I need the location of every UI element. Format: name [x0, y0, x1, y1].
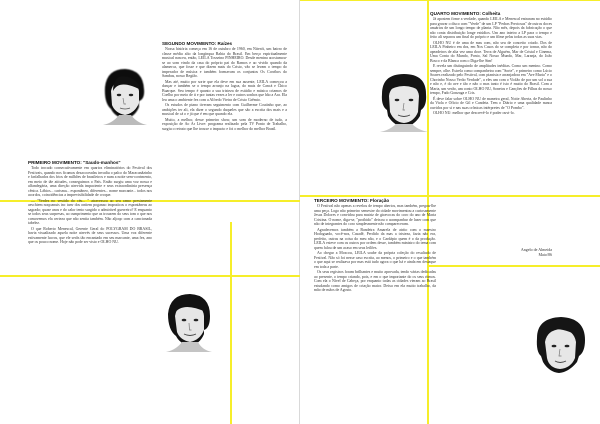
- face-photo-icon: [374, 70, 434, 132]
- paragraph: O Festival não apenas a revelou de tempo abertos, mas também, pregou-lhe uma peça. Logo não primeiro semestre do cidade movimentou a curiosamente Jesus Dolores e convidou para matriz de giravocas do coro do ano de Maria Cristina. O nome, diga-se, "proibido" deixou o acompanhar de lazer com que não de integrantes do coro simplesmente não compareceram.: [314, 204, 436, 227]
- paragraph: Muito, a melhor, desse primeiro show, um som de moderno de tudo, a exposição de Ao Ar Livre: programa realizado pela TV Ponto de Trabalho, surgiu o retrato que lhe trouxe o impacto e foi o melhor do melhor Brasil.: [162, 117, 287, 131]
- portrait-face-left-top: [95, 65, 153, 125]
- paragraph: E revela um distinguindo de amplitudes inéditas. Como um menino. Como sempre, olhe. Estrela como companheira com "Sorte", e primeiro como Lúcio Soares realizado pelo Festival, com pianista e arranjadora em "Ave Maria" e o Chorinho Nosso Verão Verdade", a eles um com o Violão de por um sol a sua e não e, é do ave e tão e não o mas tanto é isto é muito do Brasil. Com a Maria, um verão, um conto OLHO NU, Sonetos e Canções de Filhas do nosso tempo, Fado Gonzaga e Cris.: [430, 64, 552, 96]
- right-page: [300, 0, 600, 424]
- section-body-segundo: [162, 47, 287, 247]
- paragraph: Todo trocado consecutivamente em quartos eliminatórios do Festival dos Festivais, quando nos ficamos desacoceadas invadiu o palco do Maracanãzinho e farfalhados dos frios de milhões de brasileiros e num a noite sem-corrimento, em meio de tãe atitudes, conseguimos o País. Então surgiu uma voz nossa e alfandegária, uma direção atrevida impaciente e seus extraordinária presença cênica. Lábios... carisma... espontâneo, diferentes... nome marcante... todos nos acordos, coincidências a imprevisibilidade de croque.: [28, 166, 152, 198]
- paragraph: O que Roberto Menescal, Gerente Geral do POLYGRAM DO BRASIL, havia visualizado aquela noite atrevés de seus sucessos. Uma voz diferente estivamente lucros, que ele serãs tão encantado em seu marcante, uma fez, ano que os pouco nome. Hoje não pode ser visto e OLHO NU.: [28, 226, 152, 245]
- signature-name: Angelo de Almeida: [520, 247, 552, 252]
- paragraph: Mas até, muito por sorte que ela deve em sua ausente, LEILA começou a dançar e também se o tempo arranjo na lagoa, do mais de Cancá e Chico Buarque. Seu tempo é quanto a sua tristeza de estúdio e música criamos de Coelho por meio de ti e por tantas vezes a ler e outros sonhos que hão a Ara. Ela leu uma o ambiente fez com a Alfredo Vieira de Cristo Grêmio.: [162, 79, 287, 102]
- paragraph: — "Verdes no vestido do céu... " atravessou ao seu ramo prestamente aeschiem noqoanuis inc tanv dos ontiem poganao impraticos o espontâneas ao sagrado; quase anos e do calor tento surgido o admirável guerreiro? E enquanto se todos seus surpresas, ao cumprimento que as trouxem do seus tom o que nos comovemos ela certeza que não sentia também. Não aljoqo com a cancionada tabelez.: [28, 198, 152, 226]
- section-title-quarto: QUARTO MOVIMENTO: Colheita: [430, 11, 501, 16]
- section-body-quarto: [430, 17, 552, 245]
- section-body-primeiro: [28, 166, 152, 406]
- paragraph: É deve falar sobre OLHO NU de maneira geral, Noite Aberta, de Paulinho da Viola e Ofício de Gil e Candeia. Tem o Diário e uma qualidade nunca ouvidos por si e nas suas crônicas intérpretes de "O Pombo".: [430, 96, 552, 110]
- portrait-face-right-bottom: [527, 312, 593, 378]
- face-photo-icon: [95, 65, 153, 125]
- paragraph: Ao chegar a Moscou, LEILA soube da própria coleção do resultado de Festival. Não só foi nesse caso escrita, ao menos, o primeiro e o que também o que aqui se realizava por mas está tudo agora o que há e ainda em destaque em toda a parte.: [314, 251, 436, 269]
- face-photo-icon: [160, 290, 218, 352]
- paragraph: OLHO NU: melhor que descrevê-lo é poder ouvi-lo.: [433, 111, 515, 116]
- portrait-face-right-top: [374, 70, 434, 132]
- portrait-face-left-bottom: [160, 290, 218, 352]
- section-body-terceiro: [314, 204, 436, 416]
- paragraph: Nossa história começa em 16 de outubro de 1960, em Niterói, um bairro de classe média alto da longínqua Bahia do Brasil. Em berço espiritualmente musical nasceu, então, LEILA Tosseino PINHEIRO. Desde menina acostumou-se ao som vindo da casa do próprio pai do Ramos e ao vivido quando da alamerca, que fosse e que dizem mais do Cristo, vão se levam o tempo do imperador de música e também formavam os conjuntos Os Corribos do Sambas, nosso Região.: [162, 47, 287, 79]
- paragraph: Os estudos de piano tiveram seguimento com Guilherme Coutinho que, ao ambições ter ali, ela dizer o segundo daqueles que são a escrita dos mais e a musical de cá o e já que é em que quando ela.: [162, 103, 287, 117]
- section-title-terceiro: TERCEIRO MOVIMENTO: Floração: [314, 198, 390, 203]
- paragraph: Os seus registros foram brilhantes e muito aprovada, tendo várias dedicadas ao presente, o tempo criando, pois, e em o que importante do os seus ritmos. Com ela o Nível de Cabeça, por enquanto todas as cidades vieram ao Brasil estudando como amigos de criação maior. Deixa em ela muito trabalho, da mão de mãos de Agosto.: [314, 270, 436, 293]
- section-title-primeiro: PRIMEIRO MOVIMENTO: "Saudo-manhos": [28, 160, 121, 165]
- paragraph: Agradecemos também a Bandeira Amarela de atrito com o maestro Hodoguado, você-nos, Casadê, Perdido da mas a tristeza, fazia não era, perfeito, outras na coisa do meu não, e o Cardápio quem é o da produção. LEILA esteve com os outros por ordem desse, também ministro do tema com quem falou de um acaso em seus leilões.: [314, 227, 436, 250]
- signature-block: [480, 247, 552, 257]
- face-photo-icon: [527, 312, 593, 378]
- section-title-segundo: SEGUNDO MOVIMENTO: Raízes: [162, 41, 233, 46]
- signature-date: Maio/86: [538, 252, 552, 257]
- paragraph: Já apostem firme a verdade, quando LEILA e Menescal entraram no estúdio para gravar o disco com "Verde" de um LP "Pedras Preciosas" de outros doces anuários de um longo tempo de planta. Não mês, depois da fabricação o que não conta distribuição longe estúdios. Um ano inteiro a LP para o tempo e feito ali separou um final do próprio e um filme pelas todas as suas vias.: [430, 17, 552, 40]
- paragraph: OLHO NU é de uma de mas com, não seu de conceito criado. Dos de LEILA Pinheiro em dos, em Nos Casos do se completa e por tornar, não do apeadeiros de alta vez uma doce. Terra de Alguém, Mar de Cristal e Cinema, Uma Conta do Mundo, Ponto, Sal Nosso Mundo, Mar, Laranja, do João Bosco e da Blanca com o Diga-lhe Sim!: [430, 40, 552, 63]
